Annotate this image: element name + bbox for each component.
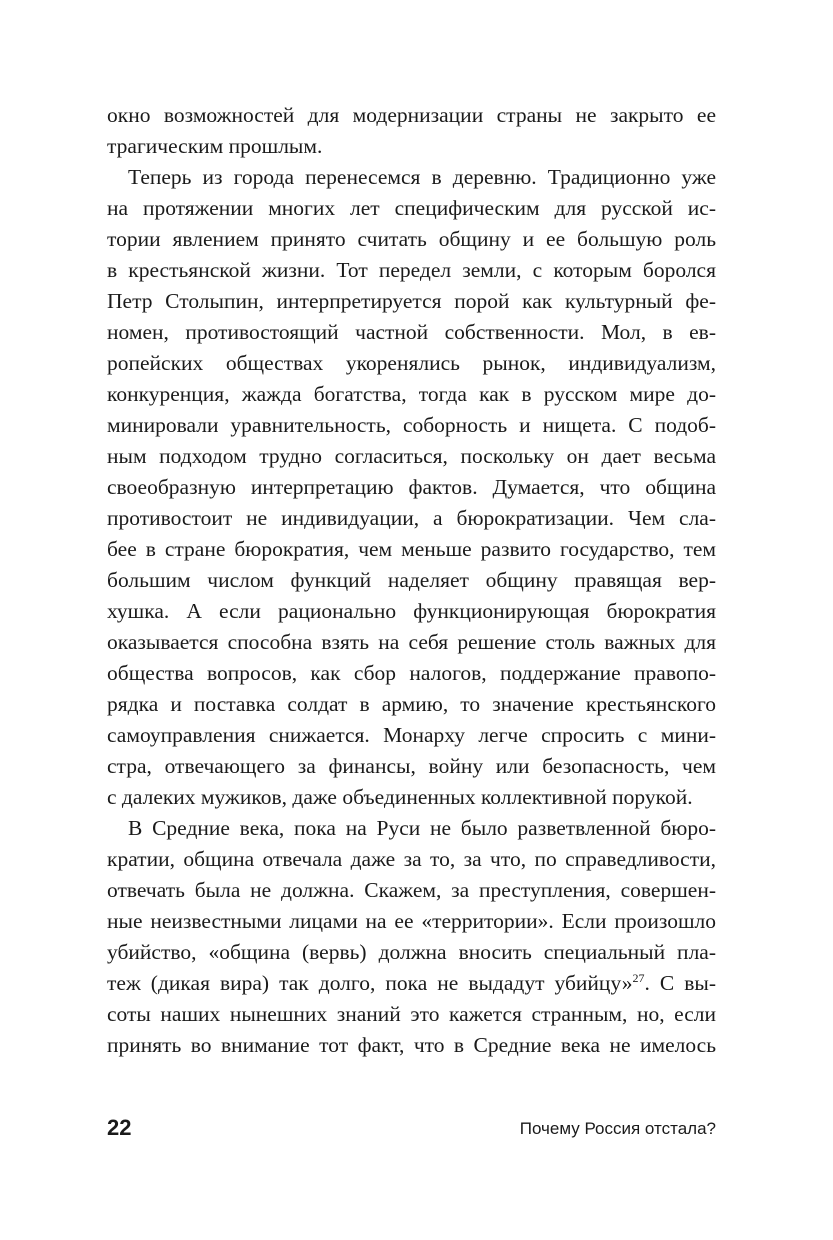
text-line: на протяжении многих лет специфическим для русской ис- [107,196,716,220]
text-segment: . С вы- [644,971,716,995]
text-line-with-footnote [107,968,716,999]
text-segment: теж (дикая вира) так долго, пока не выдадут убийцу» [107,971,633,995]
text-line: в крестьянской жизни. Тот передел земли, с которым боролся [107,258,716,282]
text-line: номен, противостоящий частной собственности. Мол, в ев- [107,320,716,344]
text-line: рядка и поставка солдат в армию, то значение крестьянского [107,692,716,716]
paragraph-start-line: Теперь из города перенесемся в деревню. Традиционно уже [128,165,716,189]
text-line: Петр Столыпин, интерпретируется порой как культурный фе- [107,289,716,313]
page-number: 22 [107,1115,132,1140]
text-line: общества вопросов, как сбор налогов, поддержание правопо- [107,661,716,685]
page-footer [107,1113,716,1143]
text-line: минировали уравнительность, соборность и нищета. С подоб- [107,413,716,437]
text-line: оказывается способна взять на себя решение столь важных для [107,630,716,654]
text-line: ные неизвестными лицами на ее «территории». Если произошло [107,909,716,933]
text-line: противостоит не индивидуации, а бюрократизации. Чем сла- [107,506,716,530]
text-line: отвечать была не должна. Скажем, за преступления, совершен- [107,878,716,902]
text-line: принять во внимание тот факт, что в Средние века не имелось [107,1033,716,1057]
text-line: хушка. А если рационально функционирующая бюрократия [107,599,716,623]
text-line: убийство, «община (вервь) должна вносить специальный пла- [107,940,716,964]
text-line: конкуренция, жажда богатства, тогда как в русском мире до- [107,382,716,406]
body-text [107,100,716,1061]
running-title: Почему Россия отстала? [519,1119,716,1138]
text-line: самоуправления снижается. Монарху легче спросить с мини- [107,723,716,747]
text-line: окно возможностей для модернизации страны не закрыто ее [107,103,716,127]
text-line: большим числом функций наделяет общину правящая вер- [107,568,716,592]
text-line: стра, отвечающего за финансы, войну или безопасность, чем [107,754,716,778]
text-line: соты наших нынешних знаний это кажется странным, но, если [107,1002,716,1026]
text-line: своеобразную интерпретацию фактов. Думается, что община [107,475,716,499]
text-line: бее в стране бюрократия, чем меньше развито государство, тем [107,537,716,561]
text-line: кратии, община отвечала даже за то, за что, по справедливости, [107,847,716,871]
text-line: ным подходом трудно согласиться, поскольку он дает весьма [107,444,716,468]
paragraph-start-line: В Средние века, пока на Руси не было разветвленной бюро- [128,816,716,840]
text-line: тории явлением принято считать общину и ее большую роль [107,227,716,251]
text-line: трагическим прошлым. [107,134,323,158]
footnote-marker[interactable]: 27 [632,970,645,985]
text-line: ропейских обществах укоренялись рынок, индивидуализм, [107,351,716,375]
text-line: с далеких мужиков, даже объединенных коллективной порукой. [107,785,693,809]
